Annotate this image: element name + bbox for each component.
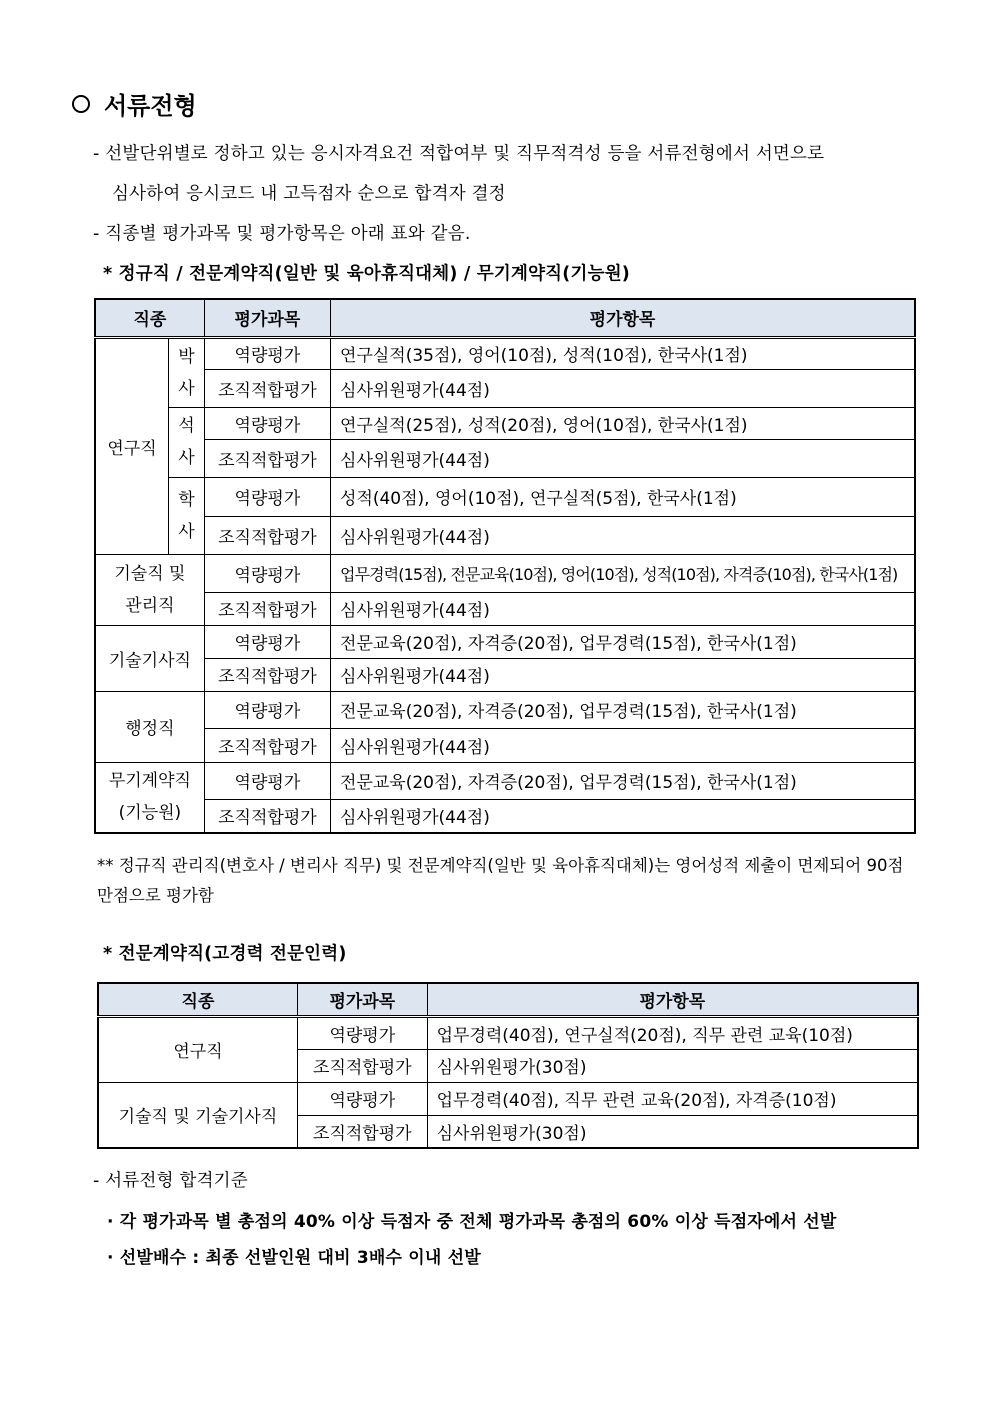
- subject-competency: 역량평가: [297, 1016, 427, 1049]
- criteria-title: - 서류전형 합격기준: [93, 1171, 248, 1191]
- job-research: 연구직: [98, 1016, 297, 1082]
- job-technician: 기술기사직: [95, 625, 204, 691]
- table-row: [95, 762, 915, 799]
- items-committee: 심사위원평가(44점): [331, 728, 915, 762]
- header-job-type: 직종: [98, 983, 297, 1016]
- section-heading: [72, 86, 197, 121]
- items-bachelors: 성적(40점), 영어(10점), 연구실적(5점), 한국사(1점): [331, 477, 915, 516]
- subject-fitness: 조직적합평가: [297, 1115, 427, 1148]
- job-indefinite: 무기계약직 (기능원): [95, 762, 204, 833]
- table-header-row: [95, 299, 915, 337]
- criteria-item-2: · 선발배수 : 최종 선발인원 대비 3배수 이내 선발: [107, 1248, 481, 1268]
- table-row: [95, 369, 915, 407]
- job-tech: 기술직 및 기술기사직: [98, 1082, 297, 1148]
- table-row: [95, 625, 915, 658]
- subject-fitness: 조직적합평가: [204, 516, 330, 554]
- description-line-1: - 선발단위별로 정하고 있는 응시자격요건 적합여부 및 직무적격성 등을 서류전형에서 서면으로: [93, 144, 825, 164]
- items-committee: 심사위원평가(30점): [427, 1049, 918, 1082]
- table-row: [95, 799, 915, 833]
- subject-fitness: 조직적합평가: [204, 592, 330, 625]
- items-committee: 심사위원평가(44점): [331, 439, 915, 477]
- items-research: 업무경력(40점), 연구실적(20점), 직무 관련 교육(10점): [427, 1016, 918, 1049]
- subject-competency: 역량평가: [204, 407, 330, 439]
- items-committee: 심사위원평가(44점): [331, 592, 915, 625]
- table-row: [95, 439, 915, 477]
- items-committee: 심사위원평가(30점): [427, 1115, 918, 1148]
- degree-bachelors: 학 사: [169, 477, 205, 554]
- table2-subtitle: * 전문계약직(고경력 전문인력): [103, 944, 347, 964]
- items-phd: 연구실적(35점), 영어(10점), 성적(10점), 한국사(1점): [331, 337, 915, 369]
- items-tech-mgmt: 업무경력(15점), 전문교육(10점), 영어(10점), 성적(10점), 자격증(10점), 한국사(1점): [331, 554, 915, 592]
- degree-masters: 석 사: [169, 407, 205, 477]
- subject-competency: 역량평가: [204, 625, 330, 658]
- footnote: ** 정규직 관리직(변호사 / 변리사 직무) 및 전문계약직(일반 및 육아휴직대체)는 영어성적 제출이 면제되어 90점 만점으로 평가함: [97, 856, 904, 905]
- subject-competency: 역량평가: [204, 762, 330, 799]
- table-row: [95, 691, 915, 728]
- items-committee: 심사위원평가(44점): [331, 369, 915, 407]
- items-admin: 전문교육(20점), 자격증(20점), 업무경력(15점), 한국사(1점): [331, 691, 915, 728]
- subject-fitness: 조직적합평가: [297, 1049, 427, 1082]
- items-indefinite: 전문교육(20점), 자격증(20점), 업무경력(15점), 한국사(1점): [331, 762, 915, 799]
- table-row: [95, 337, 915, 369]
- table-row: [95, 554, 915, 592]
- subject-fitness: 조직적합평가: [204, 439, 330, 477]
- table-row: [95, 407, 915, 439]
- table-row: [98, 1082, 918, 1115]
- job-admin: 행정직: [95, 691, 204, 762]
- evaluation-table-regular: [94, 298, 916, 834]
- table-row: [95, 658, 915, 691]
- evaluation-table-experienced: [97, 982, 919, 1149]
- subject-fitness: 조직적합평가: [204, 728, 330, 762]
- subject-competency: 역량평가: [297, 1082, 427, 1115]
- items-committee: 심사위원평가(44점): [331, 516, 915, 554]
- items-committee: 심사위원평가(44점): [331, 658, 915, 691]
- header-eval-subject: 평가과목: [204, 299, 330, 337]
- subject-competency: 역량평가: [204, 337, 330, 369]
- subject-fitness: 조직적합평가: [204, 658, 330, 691]
- subject-fitness: 조직적합평가: [204, 799, 330, 833]
- header-eval-items: 평가항목: [427, 983, 918, 1016]
- table-row: [95, 516, 915, 554]
- job-research: 연구직: [95, 337, 169, 554]
- table-row: [95, 477, 915, 516]
- table1-subtitle: * 정규직 / 전문계약직(일반 및 육아휴직대체) / 무기계약직(기능원): [103, 264, 630, 284]
- subject-fitness: 조직적합평가: [204, 369, 330, 407]
- items-committee: 심사위원평가(44점): [331, 799, 915, 833]
- description-line-3: - 직종별 평가과목 및 평가항목은 아래 표와 같음.: [93, 224, 471, 244]
- header-eval-items: 평가항목: [331, 299, 915, 337]
- items-masters: 연구실적(25점), 성적(20점), 영어(10점), 한국사(1점): [331, 407, 915, 439]
- items-tech: 업무경력(40점), 직무 관련 교육(20점), 자격증(10점): [427, 1082, 918, 1115]
- table-row: [95, 592, 915, 625]
- table-row: [98, 1016, 918, 1049]
- section-title: 서류전형: [104, 92, 197, 120]
- items-technician: 전문교육(20점), 자격증(20점), 업무경력(15점), 한국사(1점): [331, 625, 915, 658]
- criteria-item-1: · 각 평가과목 별 총점의 40% 이상 득점자 중 전체 평가과목 총점의 60% 이상 득점자에서 선발: [107, 1212, 837, 1232]
- job-tech-mgmt: 기술직 및 관리직: [95, 554, 204, 625]
- degree-phd: 박 사: [169, 337, 205, 407]
- subject-competency: 역량평가: [204, 691, 330, 728]
- table-row: [95, 728, 915, 762]
- description-line-2: 심사하여 응시코드 내 고득점자 순으로 합격자 결정: [112, 184, 506, 204]
- subject-competency: 역량평가: [204, 477, 330, 516]
- header-eval-subject: 평가과목: [297, 983, 427, 1016]
- circle-bullet-icon: [72, 95, 90, 113]
- table-header-row: [98, 983, 918, 1016]
- subject-competency: 역량평가: [204, 554, 330, 592]
- header-job-type: 직종: [95, 299, 204, 337]
